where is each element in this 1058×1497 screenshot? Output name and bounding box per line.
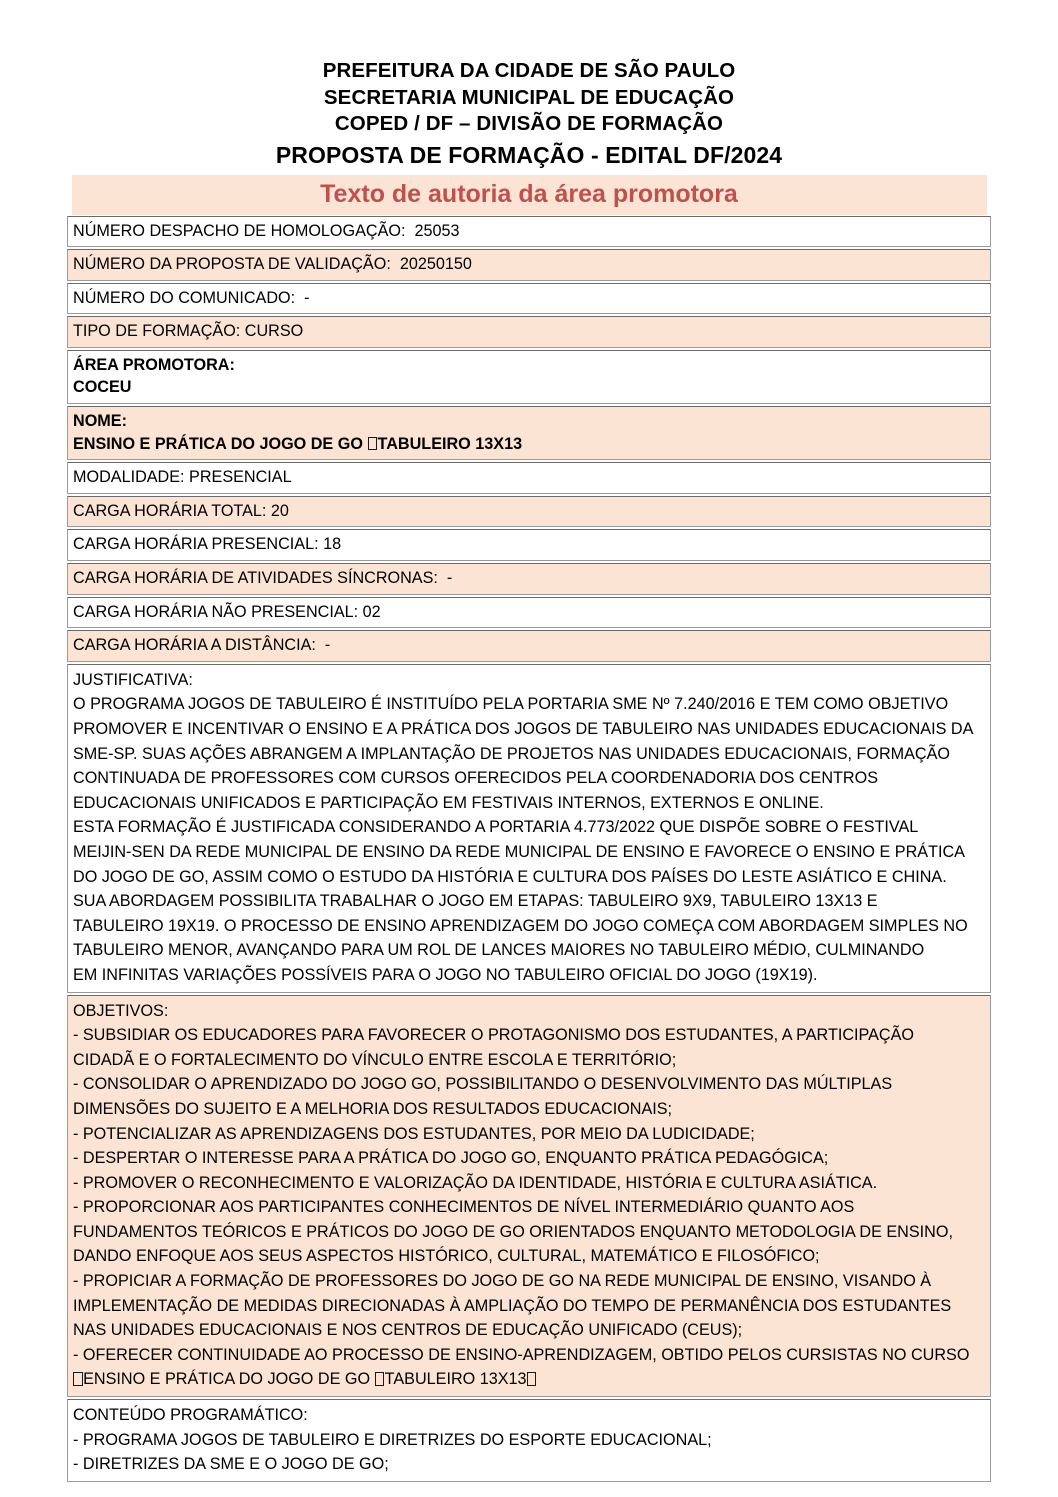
value-area-promotora: COCEU [73,378,132,397]
objetivos-line: - SUBSIDIAR OS EDUCADORES PARA FAVORECER O PROTAGONISMO DOS ESTUDANTES, A PARTICIPAÇÃO [73,1026,914,1045]
justificativa-line: SME-SP. SUAS AÇÕES ABRANGEM A IMPLANTAÇÃO DE PROJETOS NAS UNIDADES EDUCACIONAIS, FORMAÇÃO [73,744,951,763]
row-area-promotora [67,350,991,404]
row-carga-horaria-sincronas [67,563,991,595]
objetivos-line: - PROPICIAR A FORMAÇÃO DE PROFESSORES DO JOGO DE GO NA REDE MUNICIPAL DE ENSINO, VISANDO À [73,1272,932,1291]
field-carga-total: CARGA HORÁRIA TOTAL: 20 [73,501,289,520]
objetivos-curso-name-before: ENSINO E PRÁTICA DO JOGO DE GO [83,1370,375,1389]
justificativa-line: PROMOVER E INCENTIVAR O ENSINO E A PRÁTICA DOS JOGOS DE TABULEIRO NAS UNIDADES EDUCACIONAIS DA [73,720,974,738]
field-carga-sincronas: CARGA HORÁRIA DE ATIVIDADES SÍNCRONAS: - [73,569,453,588]
missing-glyph-icon [368,437,378,450]
header-line-secretaria: SECRETARIA MUNICIPAL DE EDUCAÇÃO [323,85,735,109]
label-conteudo-programatico: CONTEÚDO PROGRAMÁTICO: [73,1406,308,1425]
justificativa-line: CONTINUADA DE PROFESSORES COM CURSOS OFERECIDOS PELA COORDENADORIA DOS CENTROS [73,769,879,788]
row-modalidade [67,462,991,494]
row-objetivos [67,995,991,1398]
field-despacho-homologacao: NÚMERO DESPACHO DE HOMOLOGAÇÃO: 25053 [73,221,460,240]
objetivos-line: DANDO ENFOQUE AOS SEUS ASPECTOS HISTÓRICO, CULTURAL, MATEMÁTICO E FILOSÓFICO; [73,1247,820,1266]
conteudo-line: - DIRETRIZES DA SME E O JOGO DE GO; [73,1455,389,1474]
justificativa-line: TABULEIRO MENOR, AVANÇANDO PARA UM ROL DE LANCES MAIORES NO TABULEIRO MÉDIO, CULMINANDO [73,941,925,960]
justificativa-line: EDUCACIONAIS UNIFICADOS E PARTICIPAÇÃO EM FESTIVAIS INTERNOS, EXTERNOS E ONLINE. [73,793,824,812]
banner-texto-autoria [72,175,987,215]
objetivos-line: - PROMOVER O RECONHECIMENTO E VALORIZAÇÃO DA IDENTIDADE, HISTÓRIA E CULTURA ASIÁTICA. [73,1173,878,1192]
objetivos-last-line [73,1367,985,1392]
conteudo-line: - PROGRAMA JOGOS DE TABULEIRO E DIRETRIZES DO ESPORTE EDUCACIONAL; [73,1430,712,1449]
objetivos-line: - POTENCIALIZAR AS APRENDIZAGENS DOS ESTUDANTES, POR MEIO DA LUDICIDADE; [73,1124,755,1143]
objetivos-line: CIDADÃ E O FORTALECIMENTO DO VÍNCULO ENTRE ESCOLA E TERRITÓRIO; [73,1050,677,1069]
document-header [0,0,1058,171]
row-carga-horaria-distancia [67,630,991,662]
objetivos-line: FUNDAMENTOS TEÓRICOS E PRÁTICOS DO JOGO DE GO ORIENTADOS ENQUANTO METODOLOGIA DE ENSINO, [73,1222,953,1241]
row-conteudo-programatico [67,1399,991,1482]
row-numero-comunicado [67,283,991,315]
justificativa-line: TABULEIRO 19X19. O PROCESSO DE ENSINO APRENDIZAGEM DO JOGO COMEÇA COM ABORDAGEM SIMPLES NO [73,916,968,935]
objetivos-line: NAS UNIDADES EDUCACIONAIS E NOS CENTROS DE EDUCAÇÃO UNIFICADO (CEUS); [73,1321,743,1340]
header-line-coped: COPED / DF – DIVISÃO DE FORMAÇÃO [334,112,724,135]
value-nome [73,433,985,456]
missing-glyph-icon [73,1372,83,1385]
label-area-promotora: ÁREA PROMOTORA: [73,355,235,374]
missing-glyph-icon [375,1372,385,1385]
row-carga-horaria-nao-presencial [67,597,991,629]
field-tipo-formacao: TIPO DE FORMAÇÃO: CURSO [73,322,304,341]
label-nome: NOME: [73,412,127,431]
header-line-proposta: PROPOSTA DE FORMAÇÃO - EDITAL DF/2024 [275,141,783,168]
field-comunicado: NÚMERO DO COMUNICADO: - [73,288,310,307]
row-carga-horaria-total [67,496,991,528]
header-line-prefeitura: PREFEITURA DA CIDADE DE SÃO PAULO [322,59,736,82]
objetivos-line: - DESPERTAR O INTERESSE PARA A PRÁTICA DO JOGO GO, ENQUANTO PRÁTICA PEDAGÓGICA; [73,1149,829,1168]
row-numero-despacho-homologacao [67,216,991,248]
objetivos-line: - PROPORCIONAR AOS PARTICIPANTES CONHECIMENTOS DE NÍVEL INTERMEDIÁRIO QUANTO AOS [73,1198,855,1217]
field-carga-distancia: CARGA HORÁRIA A DISTÂNCIA: - [73,636,331,655]
banner-title: Texto de autoria da área promotora [320,179,738,208]
objetivos-curso-name-after: TABULEIRO 13X13 [384,1370,527,1389]
row-justificativa [67,664,991,993]
field-carga-nao-presencial: CARGA HORÁRIA NÃO PRESENCIAL: 02 [73,602,381,621]
justificativa-line: DO JOGO DE GO, ASSIM COMO O ESTUDO DA HISTÓRIA E CULTURA DOS PAÍSES DO LESTE ASIÁTICO E CHINA. [73,867,947,886]
justificativa-line: EM INFINITAS VARIAÇÕES POSSÍVEIS PARA O JOGO NO TABULEIRO OFICIAL DO JOGO (19X19). [73,965,818,984]
row-carga-horaria-presencial [67,529,991,561]
justificativa-line: ESTA FORMAÇÃO É JUSTIFICADA CONSIDERANDO A PORTARIA 4.773/2022 QUE DISPÕE SOBRE O FESTIVAL [73,818,919,837]
field-proposta-validacao: NÚMERO DA PROPOSTA DE VALIDAÇÃO: 20250150 [73,255,472,274]
label-objetivos: OBJETIVOS: [73,1001,169,1020]
justificativa-line: MEIJIN-SEN DA REDE MUNICIPAL DE ENSINO DA REDE MUNICIPAL DE ENSINO E FAVORECE O ENSINO E PRÁTICA [73,842,965,861]
label-justificativa: JUSTIFICATIVA: [73,670,193,689]
nome-text-before: ENSINO E PRÁTICA DO JOGO DE GO [73,434,368,453]
nome-text-after: TABULEIRO 13X13 [377,434,523,453]
objetivos-line: DIMENSÕES DO SUJEITO E A MELHORIA DOS RESULTADOS EDUCACIONAIS; [73,1099,673,1118]
objetivos-line: - CONSOLIDAR O APRENDIZADO DO JOGO GO, POSSIBILITANDO O DESENVOLVIMENTO DAS MÚLTIPLAS [73,1075,893,1094]
justificativa-line: SUA ABORDAGEM POSSIBILITA TRABALHAR O JOGO EM ETAPAS: TABULEIRO 9X9, TABULEIRO 13X13 E [73,892,878,911]
objetivos-line: IMPLEMENTAÇÃO DE MEDIDAS DIRECIONADAS À AMPLIAÇÃO DO TEMPO DE PERMANÊNCIA DOS ESTUDANTES [73,1296,952,1315]
field-modalidade: MODALIDADE: PRESENCIAL [73,468,292,487]
objetivos-line: - OFERECER CONTINUIDADE AO PROCESSO DE ENSINO-APRENDIZAGEM, OBTIDO PELOS CURSISTAS NO CURSO [73,1345,970,1364]
row-tipo-formacao [67,316,991,348]
proposta-table [67,216,991,1482]
row-nome [67,406,991,460]
justificativa-line: O PROGRAMA JOGOS DE TABULEIRO É INSTITUÍDO PELA PORTARIA SME Nº 7.240/2016 E TEM COMO OBJETIVO [73,695,949,714]
field-carga-presencial: CARGA HORÁRIA PRESENCIAL: 18 [73,535,342,554]
missing-glyph-icon [527,1372,537,1385]
row-numero-proposta-validacao [67,249,991,281]
